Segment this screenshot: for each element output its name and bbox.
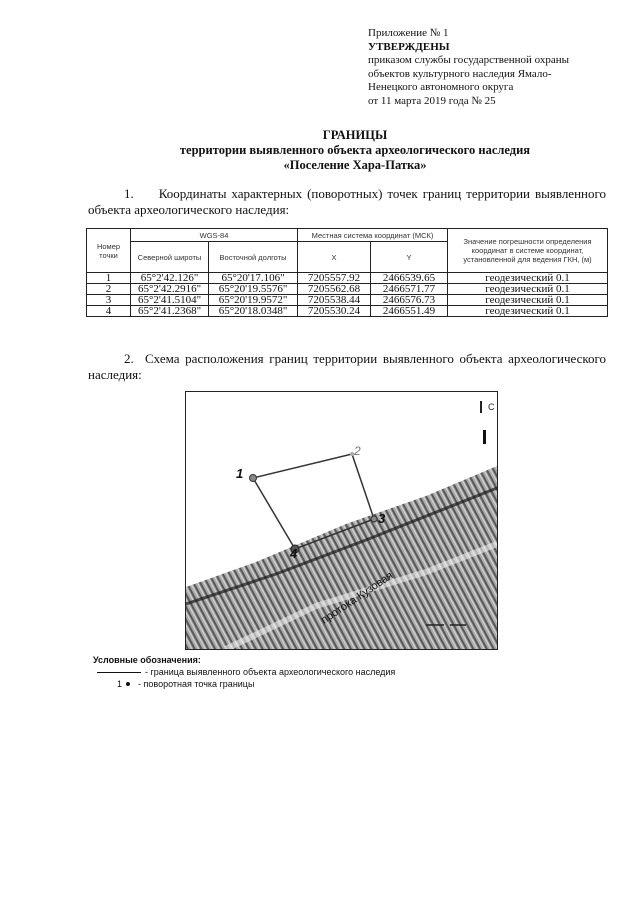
cell-error: геодезический 0.1 [448,284,608,295]
point-label-2: 2 [354,444,361,458]
point-symbol-icon [126,682,130,686]
approved-label: УТВЕРЖДЕНЫ [368,40,450,53]
header-wgs84: WGS-84 [131,229,298,242]
section-scheme [88,351,606,383]
legend-point [93,678,395,690]
north-mark: С [488,402,495,412]
legend-heading: Условные обозначения: [93,655,201,665]
cell-num: 2 [87,284,131,295]
legend-boundary-text: - граница выявленного объекта археологического наследия [145,667,396,677]
boundary-line-symbol [97,672,141,673]
legend-point-number: 1 [117,679,123,689]
cell-x: 7205562.68 [298,284,371,295]
table-row [87,273,608,284]
cell-y: 2466576.73 [371,295,448,306]
section-text: Схема расположения границ территории выявленного объекта археологического наследия: [88,351,607,382]
title-subject: территории выявленного объекта археологического наследия [179,143,531,157]
cell-num: 3 [87,295,131,306]
header-latitude: Северной широты [131,242,209,273]
cell-y: 2466551.49 [371,306,448,317]
cell-lon: 65°20'19.5576" [209,284,298,295]
cell-error: геодезический 0.1 [448,273,608,284]
section-number: 1. [124,186,134,201]
cell-x: 7205557.92 [298,273,371,284]
point-label-3: 3 [378,511,386,526]
boundary-point [250,475,257,482]
table-row [87,284,608,295]
title-heading: ГРАНИЦЫ [322,128,388,142]
cell-y: 2466539.65 [371,273,448,284]
order-date: от 11 марта 2019 года № 25 [368,94,496,107]
header-point-number: Номер точки [87,229,131,273]
header-longitude: Восточной долготы [209,242,298,273]
header-error: Значение погрешности определения координат в системе координат, установленной для ведения ГКН, (м) [448,229,608,273]
boundary-scheme-map [185,391,498,650]
title-site-name: «Поселение Хара-Патка» [283,158,427,172]
header-x: X [298,242,371,273]
order-line-3: Ненецкого автономного округа [368,81,514,93]
cell-lat: 65°2'42.126" [131,273,209,284]
cell-num: 1 [87,273,131,284]
legend-point-text: - поворотная точка границы [138,679,255,689]
boundary-point [371,516,377,522]
cell-lon: 65°20'18.0348" [209,306,298,317]
approval-block [368,27,618,108]
cell-lat: 65°2'41.2368" [131,306,209,317]
cell-num: 4 [87,306,131,317]
appendix-label: Приложение № 1 [368,27,449,39]
coordinates-table [86,228,608,317]
order-line-1: приказом службы государственной охраны [368,54,570,66]
section-coordinates [88,186,606,218]
table-row [87,306,608,317]
header-msk: Местная система координат (МСК) [298,229,448,242]
channel-label: протока Кузовая [318,569,396,627]
header-y: Y [371,242,448,273]
cell-lat: 65°2'41.5104" [131,295,209,306]
document-title [0,128,640,173]
cell-lon: 65°20'19.9572" [209,295,298,306]
cell-x: 7205530.24 [298,306,371,317]
table-row [87,295,608,306]
cell-lon: 65°20'17.106" [209,273,298,284]
legend [93,654,395,690]
point-label-4: 4 [290,546,298,561]
cell-error: геодезический 0.1 [448,306,608,317]
cell-error: геодезический 0.1 [448,295,608,306]
order-line-2: объектов культурного наследия Ямало- [368,67,552,80]
legend-boundary [93,666,395,678]
cell-lat: 65°2'42.2916" [131,284,209,295]
cell-x: 7205538.44 [298,295,371,306]
cell-y: 2466571.77 [371,284,448,295]
section-text: Координаты характерных (поворотных) точек границ территории выявленного объекта археологического наследия: [88,186,606,217]
section-number: 2. [124,351,134,366]
point-label-1: 1 [236,466,244,481]
water-area [186,466,497,649]
